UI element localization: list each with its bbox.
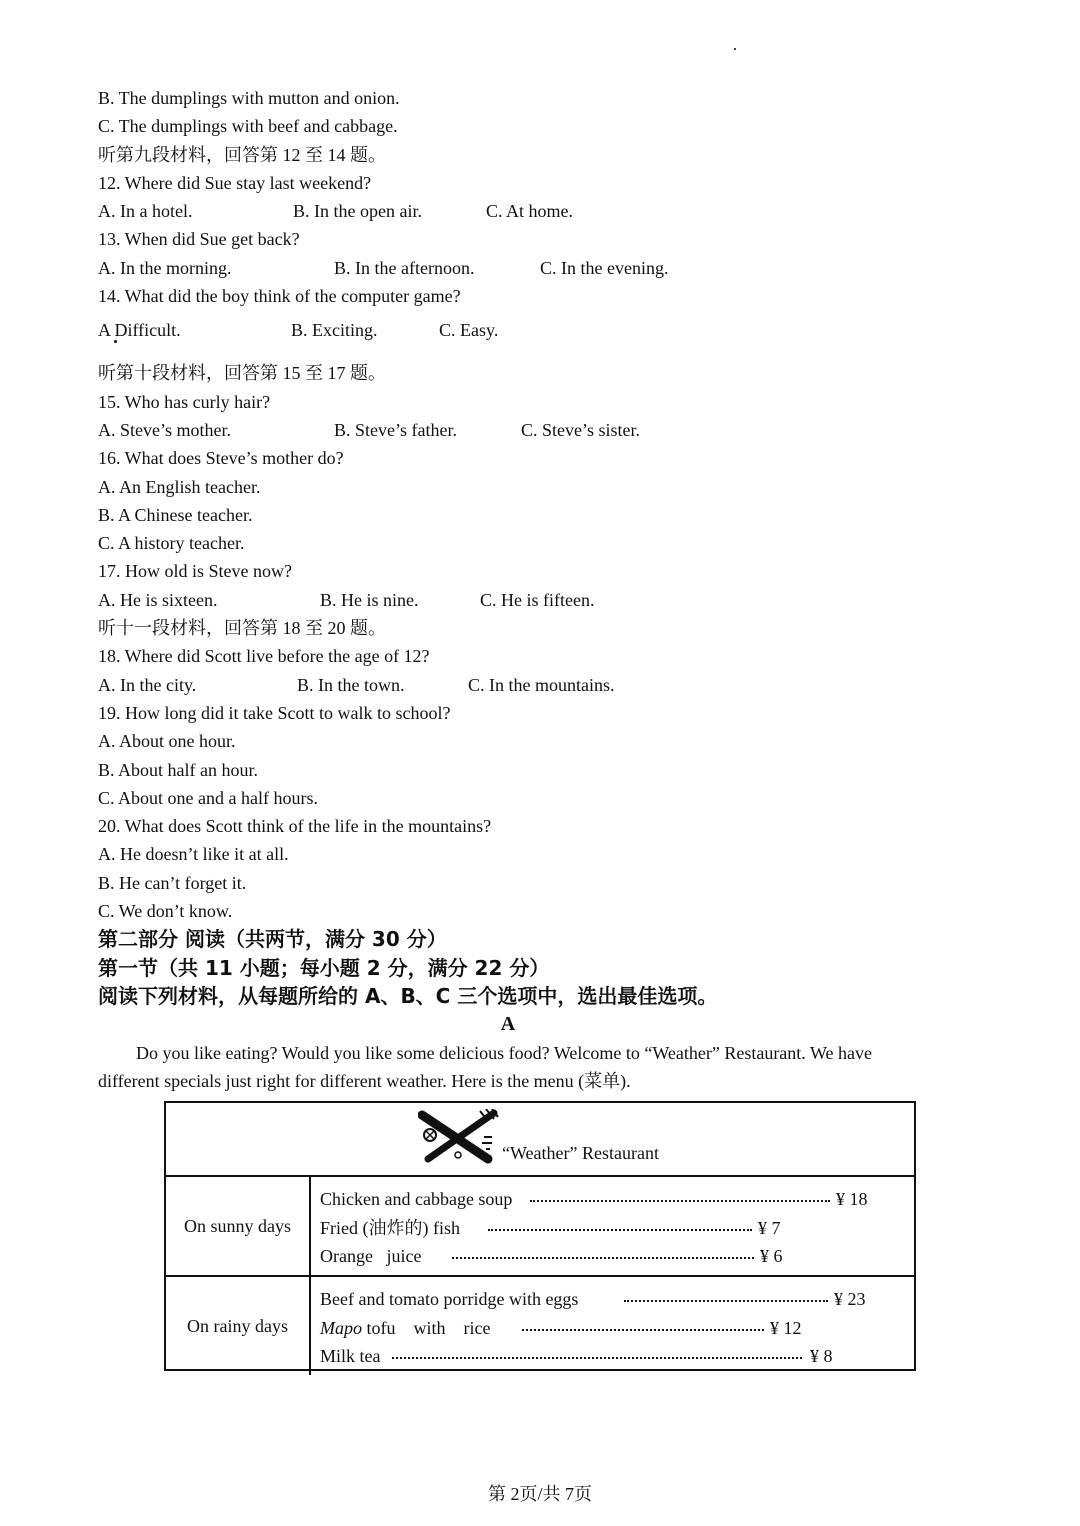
dot-leader [624, 1300, 828, 1302]
q18-options [98, 671, 918, 699]
q17-option-b: B. He is nine. [320, 589, 419, 610]
q15-question: 15. Who has curly hair? [98, 391, 271, 412]
q19-option-c: C. About one and a half hours. [98, 787, 318, 808]
menu-item-name: Fried (油炸的) fish [320, 1217, 460, 1238]
restaurant-menu-table [164, 1101, 916, 1371]
q12-option-c: C. At home. [486, 201, 574, 222]
q15-option-c: C. Steve’s sister. [521, 419, 641, 440]
q12-question: 12. Where did Sue stay last weekend? [98, 172, 372, 193]
dot-leader [488, 1229, 752, 1231]
q13-option-c: C. In the evening. [540, 257, 669, 278]
q15-option-a: A. Steve’s mother. [98, 419, 231, 440]
menu-title: “Weather” Restaurant [502, 1143, 659, 1163]
exam-page-body [98, 84, 918, 1095]
menu-item [320, 1242, 904, 1271]
q19-option-b: B. About half an hour. [98, 759, 258, 780]
q18-option-b: B. In the town. [297, 674, 405, 695]
menu-day-label: On rainy days [166, 1277, 311, 1375]
menu-item [320, 1285, 904, 1314]
section10-heading: 听第十段材料，回答第 15 至 17 题。 [98, 363, 386, 384]
reading-part-title: 第二部分 阅读（共两节，满分 30 分） [98, 927, 447, 952]
menu-item-name: Orange juice [320, 1246, 422, 1266]
q16-option-a: A. An English teacher. [98, 476, 261, 497]
stray-dot [114, 340, 117, 343]
q19-option-a: A. About one hour. [98, 731, 236, 752]
q12-option-b: B. In the open air. [293, 201, 422, 222]
menu-item [320, 1314, 904, 1343]
q12-option-a: A. In a hotel. [98, 201, 193, 222]
q17-question: 17. How old is Steve now? [98, 561, 292, 582]
menu-item-name-italic: Mapo [320, 1317, 362, 1338]
passage-letter: A [500, 1013, 516, 1036]
menu-item-price: ¥ 12 [770, 1317, 802, 1338]
scan-speck [734, 48, 736, 50]
q17-option-c: C. He is fifteen. [480, 589, 595, 610]
menu-item-price: ¥ 7 [758, 1217, 781, 1238]
q16-question: 16. What does Steve’s mother do? [98, 448, 344, 469]
menu-item-price: ¥ 18 [836, 1189, 868, 1209]
reading-instruction: 阅读下列材料，从每题所给的 A、B、C 三个选项中，选出最佳选项。 [98, 983, 718, 1008]
q13-option-a: A. In the morning. [98, 257, 232, 278]
menu-item-name: tofu with rice [362, 1317, 491, 1338]
menu-item-name: Beef and tomato porridge with eggs [320, 1289, 579, 1309]
menu-item-name: Milk tea [320, 1346, 381, 1366]
menu-item [320, 1185, 904, 1214]
q14-options [98, 310, 918, 359]
menu-item-price: ¥ 8 [810, 1346, 833, 1366]
q16-option-c: C. A history teacher. [98, 533, 245, 554]
q11-option-b: B. The dumplings with mutton and onion. [98, 88, 400, 108]
section11-heading: 听十一段材料，回答第 18 至 20 题。 [98, 618, 386, 639]
q20-option-a: A. He doesn’t like it at all. [98, 844, 289, 865]
menu-day-label: On sunny days [166, 1177, 311, 1275]
q20-option-b: B. He can’t forget it. [98, 872, 247, 893]
q16-option-b: B. A Chinese teacher. [98, 504, 253, 525]
menu-items-rainy [320, 1285, 904, 1371]
menu-header [166, 1103, 914, 1177]
dot-leader [530, 1200, 830, 1202]
menu-items-sunny [320, 1185, 904, 1271]
q12-options [98, 197, 918, 225]
q15-options [98, 416, 918, 444]
menu-row-rainy [166, 1275, 914, 1375]
q20-option-c: C. We don’t know. [98, 901, 233, 922]
passage-intro: Do you like eating? Would you like some delicious food? Welcome to “Weather” Restaurant. We have different specials just right for different weather. Here is the menu (菜单). [98, 1042, 872, 1091]
q14-option-b: B. Exciting. [291, 320, 378, 341]
menu-item [320, 1214, 904, 1243]
page-number: 第 2页/共 7页 [487, 1484, 592, 1504]
menu-item-name: Chicken and cabbage soup [320, 1189, 513, 1209]
q14-option-a: A Difficult. [98, 320, 181, 341]
dot-leader [522, 1329, 764, 1331]
q18-question: 18. Where did Scott live before the age of 12? [98, 646, 430, 667]
section9-heading: 听第九段材料，回答第 12 至 14 题。 [98, 144, 386, 165]
q17-option-a: A. He is sixteen. [98, 589, 218, 610]
q17-options [98, 586, 918, 614]
q19-question: 19. How long did it take Scott to walk to school? [98, 702, 451, 723]
menu-item-price: ¥ 6 [760, 1246, 783, 1266]
q13-options [98, 254, 918, 282]
q18-option-c: C. In the mountains. [468, 674, 615, 695]
crossed-cutlery-icon [418, 1109, 502, 1165]
menu-item [320, 1342, 904, 1371]
q18-option-a: A. In the city. [98, 674, 197, 695]
reading-section-title: 第一节（共 11 小题；每小题 2 分，满分 22 分） [98, 955, 550, 980]
dot-leader [392, 1357, 802, 1359]
q15-option-b: B. Steve’s father. [334, 419, 457, 440]
q20-question: 20. What does Scott think of the life in the mountains? [98, 816, 492, 837]
q11-option-c: C. The dumplings with beef and cabbage. [98, 116, 398, 137]
q14-option-c: C. Easy. [439, 320, 499, 341]
q14-question: 14. What did the boy think of the computer game? [98, 286, 461, 307]
menu-row-sunny [166, 1177, 914, 1275]
q13-option-b: B. In the afternoon. [334, 257, 475, 278]
dot-leader [452, 1257, 754, 1259]
menu-item-price: ¥ 23 [834, 1289, 866, 1309]
q13-question: 13. When did Sue get back? [98, 229, 300, 250]
